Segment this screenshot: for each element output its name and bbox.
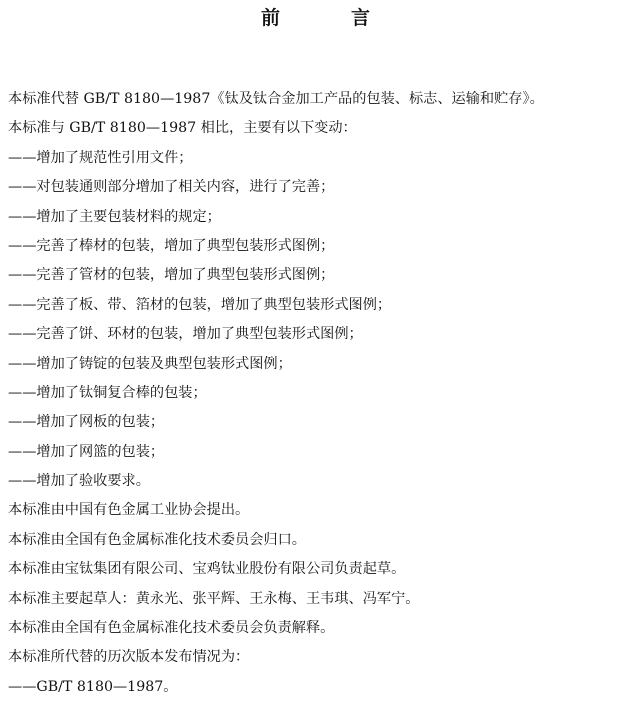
change-item: ——增加了验收要求。 xyxy=(8,473,150,490)
change-item: ——增加了规范性引用文件； xyxy=(8,149,193,166)
change-item: ——对包装通则部分增加了相关内容，进行了完善； xyxy=(8,179,335,196)
body-text xyxy=(8,85,628,702)
replacement-statement: 本标准代替 GB/T 8180—1987《钛及钛合金加工产品的包装、标志、运输和贮存》。 xyxy=(8,91,544,107)
history-item: ——GB/T 8180—1987。 xyxy=(8,678,178,695)
change-item: ——增加了主要包装材料的规定； xyxy=(8,208,221,225)
change-item: ——完善了管材的包装，增加了典型包装形式图例； xyxy=(8,267,335,284)
committee-statement: 本标准由全国有色金属标准化技术委员会归口。 xyxy=(8,531,306,548)
drafters-list: 本标准主要起草人：黄永光、张平辉、王永梅、王韦琪、冯军宁。 xyxy=(8,590,420,607)
page-title: 前 言 xyxy=(260,7,396,29)
history-intro: 本标准所代替的历次版本发布情况为： xyxy=(8,649,250,666)
change-item: ——增加了网板的包装； xyxy=(8,414,165,431)
change-item: ——完善了板、带、箔材的包装，增加了典型包装形式图例； xyxy=(8,296,392,313)
change-item: ——增加了钛铜复合棒的包装； xyxy=(8,384,207,401)
change-item: ——完善了棒材的包装，增加了典型包装形式图例； xyxy=(8,237,335,254)
change-item: ——增加了铸锭的包装及典型包装形式图例； xyxy=(8,355,292,372)
interpretation-statement: 本标准由全国有色金属标准化技术委员会负责解释。 xyxy=(8,620,335,637)
change-item: ——增加了网篮的包装； xyxy=(8,443,165,460)
change-item: ——完善了饼、环材的包装，增加了典型包装形式图例； xyxy=(8,326,363,343)
proposer-statement: 本标准由中国有色金属工业协会提出。 xyxy=(8,502,250,519)
changes-intro: 本标准与 GB/T 8180—1987 相比，主要有以下变动： xyxy=(8,120,357,137)
drafter-statement: 本标准由宝钛集团有限公司、宝鸡钛业股份有限公司负责起草。 xyxy=(8,561,406,578)
